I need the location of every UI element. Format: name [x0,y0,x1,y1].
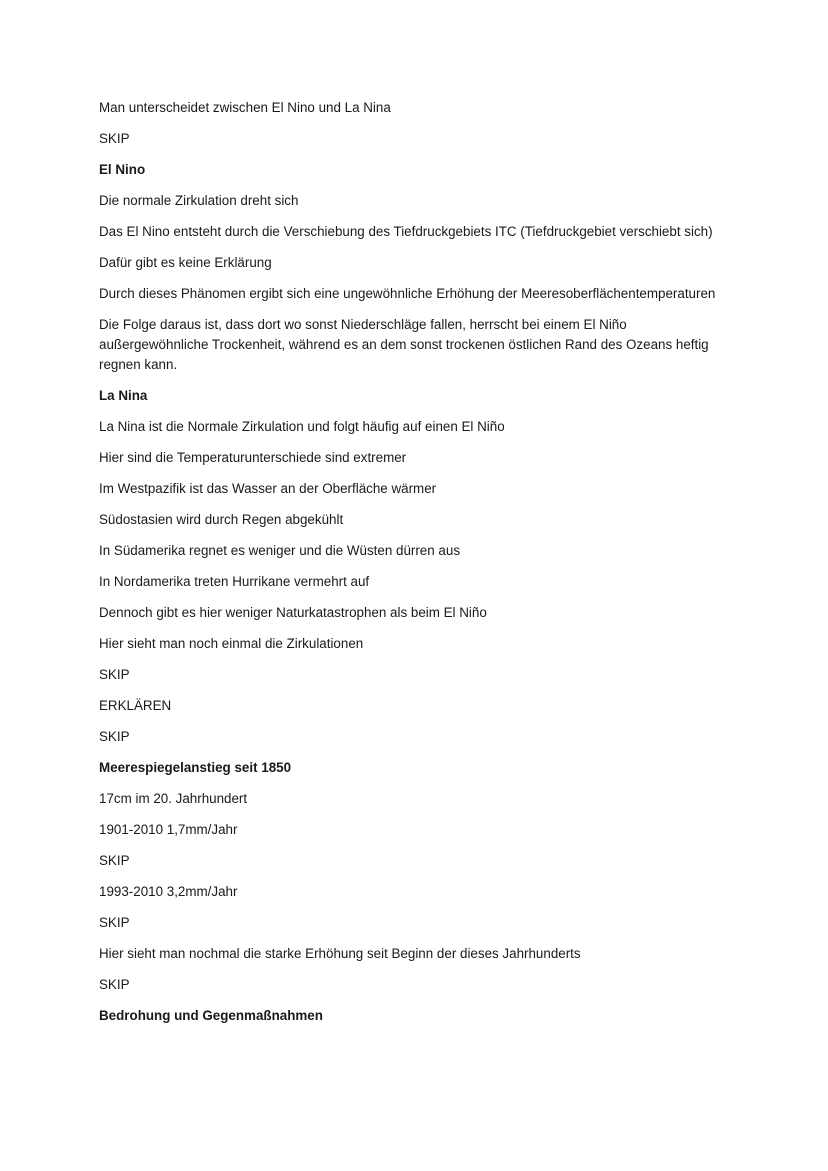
paragraph: Hier sieht man noch einmal die Zirkulationen [99,636,364,651]
section-heading: Meerespiegelanstieg seit 1850 [99,760,292,775]
paragraph: 1993-2010 3,2mm/Jahr [99,884,238,899]
paragraph: 17cm im 20. Jahrhundert [99,791,248,806]
paragraph: Die Folge daraus ist, dass dort wo sonst Niederschläge fallen, herrscht bei einem El Niño außergewöhnliche Trockenheit, während es an dem sonst trockenen östlichen Rand des Ozeans heftig regnen kann. [99,317,709,372]
paragraph: SKIP [99,915,130,930]
paragraph: SKIP [99,667,130,682]
section-heading: Bedrohung und Gegenmaßnahmen [99,1008,323,1023]
paragraph: Hier sind die Temperaturunterschiede sind extremer [99,450,407,465]
section-heading: La Nina [99,388,148,403]
paragraph: Das El Nino entsteht durch die Verschiebung des Tiefdruckgebiets ITC (Tiefdruckgebiet verschiebt sich) [99,224,713,239]
paragraph: Südostasien wird durch Regen abgekühlt [99,512,344,527]
paragraph: Im Westpazifik ist das Wasser an der Oberfläche wärmer [99,481,437,496]
paragraph: SKIP [99,977,130,992]
paragraph: SKIP [99,853,130,868]
paragraph: 1901-2010 1,7mm/Jahr [99,822,238,837]
paragraph: La Nina ist die Normale Zirkulation und folgt häufig auf einen El Niño [99,419,505,434]
paragraph: Dennoch gibt es hier weniger Naturkatastrophen als beim El Niño [99,605,487,620]
paragraph: Die normale Zirkulation dreht sich [99,193,299,208]
paragraph: Dafür gibt es keine Erklärung [99,255,272,270]
paragraph: Man unterscheidet zwischen El Nino und La Nina [99,100,391,115]
paragraph: Hier sieht man nochmal die starke Erhöhung seit Beginn der dieses Jahrhunderts [99,946,581,961]
paragraph: In Nordamerika treten Hurrikane vermehrt auf [99,574,370,589]
paragraph: SKIP [99,729,130,744]
paragraph: ERKLÄREN [99,698,172,713]
section-heading: El Nino [99,162,146,177]
paragraph: In Südamerika regnet es weniger und die Wüsten dürren aus [99,543,461,558]
paragraph: Durch dieses Phänomen ergibt sich eine ungewöhnliche Erhöhung der Meeresoberflächentemperaturen [99,286,716,301]
paragraph: SKIP [99,131,130,146]
document-page [99,98,739,1037]
